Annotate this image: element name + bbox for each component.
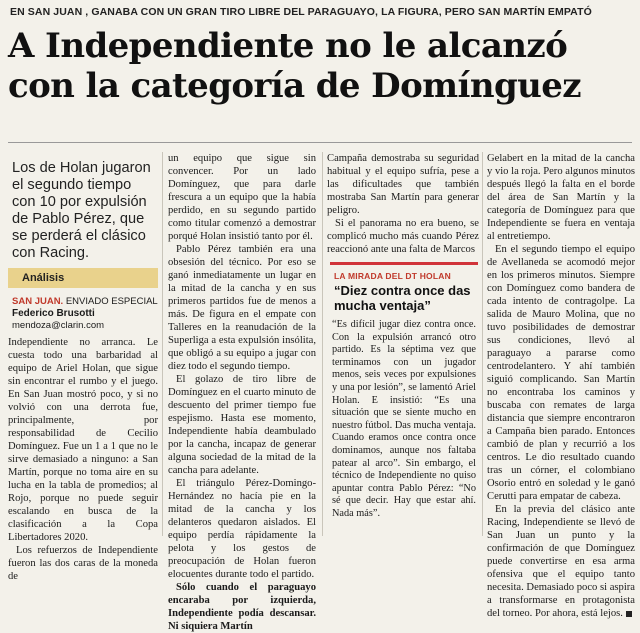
byline-place: SAN JUAN. bbox=[12, 296, 64, 307]
column-divider bbox=[322, 152, 323, 536]
summary: Los de Holan jugaron el segundo tiempo con 10 por expulsión de Pablo Pérez, que se perderá el clásico con Racing. bbox=[12, 160, 151, 261]
paragraph: Si el panorama no era bueno, se complicó mucho más cuando Pérez reaccionó ante una falta de Marcos bbox=[327, 218, 479, 255]
paragraph: un equipo que sigue sin convencer. Por un lado Domínguez, que para darle frescura a un equipo que la había perdido, en su segundo partido como titular comenzó a demostrar porqué Holan insistió tanto por él. bbox=[168, 153, 316, 242]
header-rule bbox=[8, 142, 632, 143]
column-1-body bbox=[8, 336, 158, 583]
column-divider bbox=[162, 152, 163, 536]
paragraph: “Es difícil jugar diez contra once. Con la expulsión arrancó otro partido. Es la séptima vez que terminamos con un jugador menos, seis veces por expulsiones y una por lesión”, se lamentó Ariel Holan. E insistió: “Es una situación que se siente mucho en nuestro fútbol. Das mucha ventaja. Cuando eramos once contra once dominamos, aunque nos faltaba patear al arco”. Sin embargo, el técnico de Independiente no quiso apuntar contra Pablo Pérez: “No sé que decir. Hay que estar ahí. Nada más”. bbox=[332, 319, 476, 519]
sidebar-label: LA MIRADA DEL DT HOLAN bbox=[334, 271, 451, 281]
paragraph-text: En la previa del clásico ante Racing, Independiente se llevó de San Juan un punto y la confirmación de que Domínguez puede convertirse en esa arma ofensiva que el equipo tanto necesita. Demasiado poco si aspira a transformarse en protagonista del torneo. Por ahora, está lejos. bbox=[487, 504, 635, 619]
paragraph bbox=[487, 503, 635, 620]
paragraph: Los refuerzos de Independiente fueron las dos caras de la moneda de bbox=[8, 545, 158, 582]
sidebar-box bbox=[330, 262, 478, 537]
paragraph: Sólo cuando el paraguayo encaraba por izquierda, Independiente podía descansar. Ni siquiera Martín bbox=[168, 582, 316, 632]
kicker: EN SAN JUAN , GANABA CON UN GRAN TIRO LIBRE DEL PARAGUAYO, LA FIGURA, PERO SAN MARTÍN EMPATÓ bbox=[10, 6, 592, 18]
paragraph: El golazo de tiro libre de Domínguez en el cuarto minuto de descuento del primer tiempo fue espejismo. Hasta ese momento, Independiente había deambulado por la cancha, incapaz de generar alguna sociedad de la mitad de la cancha para adelante. bbox=[168, 374, 316, 476]
sidebar-body bbox=[332, 319, 476, 521]
byline-email[interactable]: mendoza@clarin.com bbox=[12, 320, 105, 331]
headline-line-1: A Independiente no le alcanzó bbox=[8, 26, 568, 66]
paragraph: Gelabert en la mitad de la cancha y vio la roja. Pero algunos minutos después llegó la falta en el borde del área de San Martín y la categoría de Domínguez para que Independiente se fuera en ventaja al entretiempo. bbox=[487, 153, 636, 242]
byline-role: ENVIADO ESPECIAL bbox=[65, 296, 158, 307]
headline-line-2: con la categoría de Domínguez bbox=[8, 66, 581, 106]
paragraph: Independiente no arranca. Le cuesta todo una barbaridad al equipo de Ariel Holan, que sigue sin encontrar el rumbo y el juego. En San Juan mostró poco, y si no volvió con una derrota fue, principalmente, por responsabilidad de Cecilio Domínguez. Fue un 1 a 1 que no le sirve demasiado a ninguno: a San Martín, porque no toma aire en su lucha en la tabla de promedios; al Rojo, porque no puede seguir escalando en busca de la clasificación a la Copa Libertadores 2020. bbox=[8, 337, 158, 543]
column-4-body bbox=[487, 152, 636, 619]
column-3-body bbox=[327, 152, 479, 260]
sidebar-quote: “Diez contra once das mucha ventaja” bbox=[334, 283, 471, 313]
column-2-body bbox=[168, 152, 316, 632]
column-divider bbox=[482, 152, 483, 536]
byline bbox=[12, 296, 158, 332]
paragraph: El triángulo Pérez-Domingo-Hernández no hacía pie en la mitad de la cancha y los delanteros quedaron aislados. El equipo perdía rápidamente la pelota y los gestos de preocupación de Holan fueron elocuentes durante todo el partido. bbox=[168, 478, 316, 580]
byline-author: Federico Brusotti bbox=[12, 308, 95, 319]
paragraph: En el segundo tiempo el equipo de Avellaneda se acomodó mejor en los primeros minutos. Siempre con Domínguez como bandera de cada intento de contragolpe. La salida de Mauro Molina, que no tuvo posibilidades de demostrar sus condiciones, llevó al paraguayo a pararse como centrodelantero. Y ahí también siguió complicando. San Martín no encontraba los caminos y buscaba con remates de larga distancia que siempre encontraron a Campaña bien parado. Entonces cambió de plan y recurrió a los centros. Le dio resultado cuando tras un córner, el colombiano Osorio entró en soledad y le ganó Cerutti para empatar de cabeza. bbox=[487, 244, 635, 502]
section-tag: Análisis bbox=[8, 268, 158, 288]
headline bbox=[8, 26, 634, 106]
end-of-article-mark bbox=[626, 611, 632, 617]
paragraph: Pablo Pérez también era una obsesión del técnico. Por eso se ganó inmediatamente un lugar en la mitad de la cancha y en sus primeros partidos fue de menos a más. De figura en el empate con Talleres en la reanudación de la Superliga a esta expulsión insólita, que obligó a su equipo a jugar con diez todo el segundo tiempo. bbox=[168, 244, 316, 372]
paragraph: Campaña demostraba su seguridad habitual y el equipo sufría, pese a las dificultades que también mostraba San Martín para generar peligro. bbox=[327, 153, 479, 216]
